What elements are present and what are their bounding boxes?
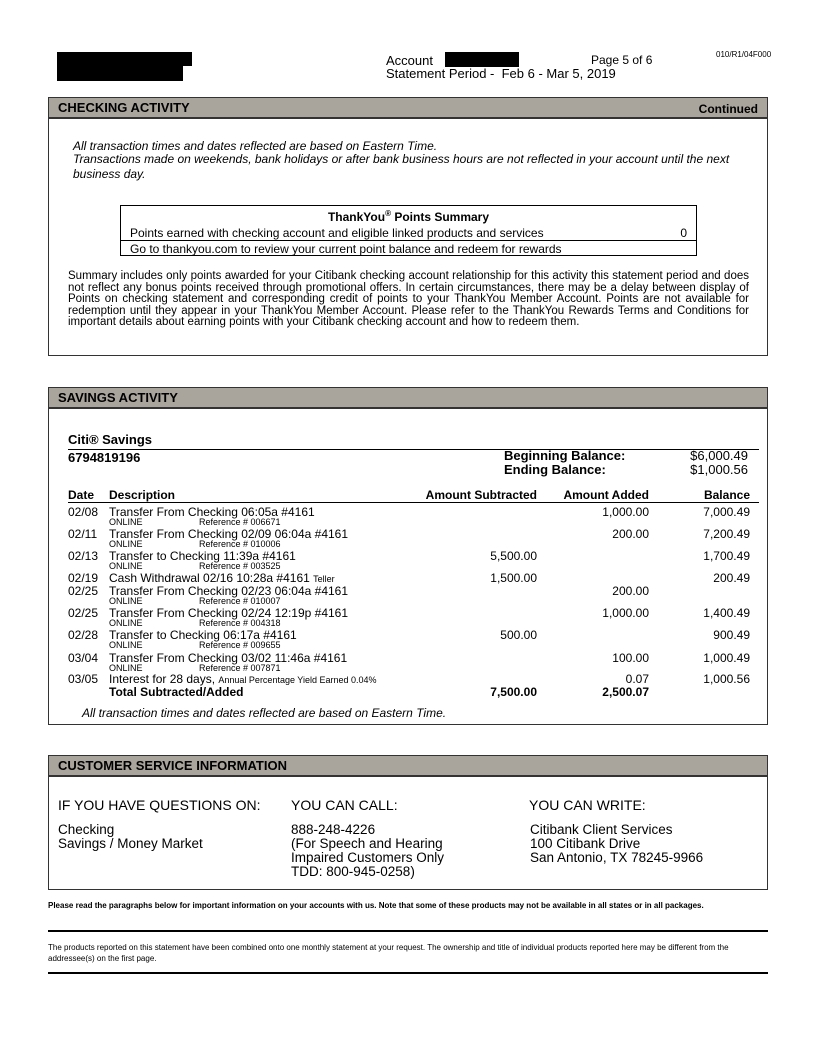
- points-summary-paragraph: Summary includes only points awarded for your Citibank checking account relationship for this activity this statement period and does not reflect any bonus points received through promotional offers. In certain circumstances, there may be a delay between display of Points on checking statement and corresponding credit of points to your ThankYou Member Account. Points are not available for redemption until they appear in your ThankYou Member Account. Please refer to the ThankYou Rewards Terms and Conditions for important details about earning points with your Citibank checking account and how to redeem them.: [68, 270, 749, 328]
- savings-product-name: Citi® Savings: [68, 432, 152, 447]
- checking-activity-body: [48, 118, 768, 356]
- ending-balance-label: Ending Balance:: [504, 462, 606, 477]
- total-added: 2,500.07: [602, 685, 649, 699]
- business-day-note: Transactions made on weekends, bank holidays or after bank business hours are not reflected in your account until the next business day.: [73, 152, 730, 181]
- points-earned-label: Points earned with checking account and eligible linked products and services: [130, 226, 544, 240]
- questions-list: Checking Savings / Money Market: [58, 822, 203, 851]
- questions-heading: IF YOU HAVE QUESTIONS ON:: [58, 797, 261, 813]
- col-balance: Balance: [703, 488, 750, 502]
- write-heading: YOU CAN WRITE:: [529, 797, 646, 813]
- statement-period: Statement Period - Feb 6 - Mar 5, 2019: [386, 66, 616, 81]
- thankyou-summary-title: ThankYou® Points Summary: [327, 209, 490, 224]
- savings-eastern-time-note: All transaction times and dates reflected are based on Eastern Time.: [82, 706, 447, 720]
- call-list: 888-248-4226 (For Speech and Hearing Impaired Customers Only TDD: 800-945-0258): [291, 822, 445, 879]
- redacted-account-number: [445, 52, 519, 67]
- thankyou-divider: [121, 240, 696, 241]
- eastern-time-note: All transaction times and dates reflected are based on Eastern Time.: [73, 139, 438, 153]
- page-number: Page 5 of 6: [591, 53, 653, 67]
- footer-rule-1: [48, 930, 768, 932]
- write-address: Citibank Client Services 100 Citibank Drive San Antonio, TX 78245-9966: [530, 822, 704, 865]
- thankyou-review-link-text: Go to thankyou.com to review your current point balance and redeem for rewards: [130, 242, 562, 256]
- total-label: Total Subtracted/Added: [109, 685, 244, 699]
- combined-statement-note: The products reported on this statement have been combined onto one monthly statement at your request. The ownership and title of individual products reported here may be different from the addressee(s) on the first page.: [48, 943, 729, 963]
- ending-balance-value: $1,000.56: [690, 462, 748, 477]
- col-amount-subtracted: Amount Subtracted: [425, 488, 537, 502]
- col-amount-added: Amount Added: [563, 488, 649, 502]
- transactions-header-rule: [68, 502, 759, 503]
- savings-account-number: 6794819196: [68, 450, 141, 465]
- savings-activity-title: SAVINGS ACTIVITY: [58, 390, 178, 405]
- redacted-name-line-2: [57, 66, 183, 81]
- checking-activity-header: [48, 97, 768, 118]
- col-description: Description: [109, 488, 176, 502]
- form-code: 010/R1/04F000: [716, 50, 772, 59]
- important-info-note: Please read the paragraphs below for important information on your accounts with us. Note that some of these products may not be available in all states or in all packages.: [48, 901, 704, 910]
- phone-number: 888-248-4226: [291, 822, 376, 837]
- account-label: Account: [386, 53, 433, 68]
- tdd-number: TDD: 800-945-0258): [291, 864, 415, 879]
- beginning-balance-label: Beginning Balance:: [504, 448, 626, 463]
- thankyou-summary-box: [120, 205, 697, 256]
- savings-activity-header: [48, 387, 768, 408]
- points-earned-value: 0: [680, 226, 687, 240]
- product-rule: [68, 449, 759, 450]
- col-date: Date: [68, 488, 95, 502]
- footer-rule-2: [48, 972, 768, 974]
- savings-activity-body: Citi® Savings 6794819196 Beginning Balance: $6,000.49 Ending Balance: $1,000.56 Date Description Amount Subtracted Amount Added Balance 02/08 Transfer From Checking 06:05a #4161 1,000.00 7,000.49 ONLINE Reference # 006671 02/11 Transfer From Checking 02/09 06:04a #4161 200.00 7,200.49 ONLINE Reference # 010006 02/13 Transfer to Checking 11:39a #4161 5,500.00 1,700.49 ONLINE Reference # 003525 02/19 Cash Withdrawal 02/16 10:28a #4161 Teller 1,500.00 200.49 02/25 Transfer From Checking 02/23 06:04a #4161 200.00 ONLINE Reference # 010007 02/25 Transfer From Checking 02/24 12:19p #4161 1,000.00 1,400.49 ONLINE Reference # 004318 02/28 Transfer to Checking 06:17a #4161 500.00 900.49 ONLINE Reference # 009655 03/04 Transfer From Checking 03/02 11:46a #4161 100.00 1,000.49 ONLINE Reference # 007871 03/05 Interest for 28 days, Annual Percentage Yield Earned 0.04% 0.07 1,000.56 Total Subtracted/Added 7,500.00 2,500.07 All transaction times and dates reflected are based on Eastern Time.: [48, 408, 768, 725]
- customer-service-body: [48, 776, 768, 890]
- continued-label: Continued: [698, 102, 758, 116]
- customer-service-header: [48, 755, 768, 776]
- customer-service-title: CUSTOMER SERVICE INFORMATION: [58, 758, 287, 773]
- checking-activity-title: CHECKING ACTIVITY: [58, 100, 190, 115]
- total-subtracted: 7,500.00: [490, 685, 537, 699]
- redacted-name-line-1: [57, 52, 192, 66]
- call-heading: YOU CAN CALL:: [291, 797, 398, 813]
- beginning-balance-value: $6,000.49: [690, 448, 748, 463]
